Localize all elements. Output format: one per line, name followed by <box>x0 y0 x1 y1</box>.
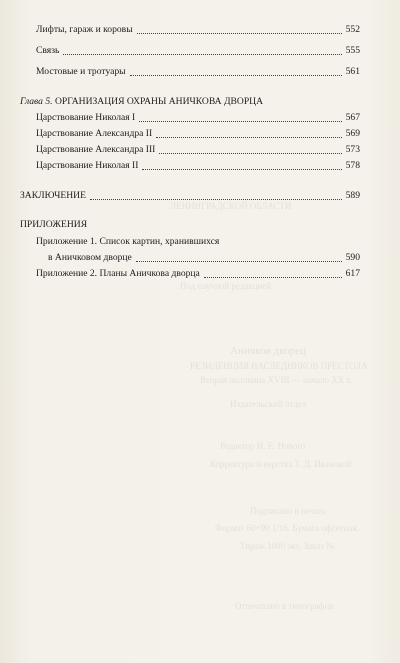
toc-entry-appendix-1[interactable] <box>48 252 360 264</box>
toc-leader-dots <box>139 113 341 122</box>
toc-entry-label: Связь <box>36 45 60 56</box>
toc-entry[interactable] <box>36 128 360 140</box>
ghost-text-line: Формат 60×90 1/16. Бумага офсетная. <box>215 523 359 533</box>
toc-entry-appendix-2[interactable] <box>36 268 360 280</box>
toc-leader-dots <box>204 269 342 278</box>
ghost-text-line: Подписано в печать <box>250 506 327 516</box>
toc-leader-dots <box>137 25 342 34</box>
ghost-text-line: Издательский отдел <box>230 399 307 409</box>
toc-entry-label: Приложение 2. Планы Аничкова дворца <box>36 268 200 279</box>
toc-entry[interactable] <box>36 45 360 57</box>
toc-entry-label: Царствование Николая I <box>36 112 136 123</box>
toc-entry-label: Мостовые и тротуары <box>36 66 126 77</box>
toc-entry-label: ЗАКЛЮЧЕНИЕ <box>20 190 86 201</box>
ghost-text-line: Тираж 1000 экз. Заказ № <box>240 541 335 551</box>
toc-entry[interactable] <box>36 66 360 78</box>
toc-entry-page: 578 <box>345 160 360 171</box>
ghost-text-line: Корректура и верстка Т. Д. Ивановой <box>210 459 352 469</box>
ghost-text-line: Под научной редакцией <box>180 281 272 291</box>
toc-entry-label: Лифты, гараж и коровы <box>36 24 133 35</box>
appendices-heading: ПРИЛОЖЕНИЯ <box>20 219 88 230</box>
ghost-text-line: Отпечатано в типографии <box>235 601 335 611</box>
toc-entry-page: 573 <box>345 144 360 155</box>
toc-entry-label: в Аничковом дворце <box>48 252 132 263</box>
toc-entry-label: Царствование Николая II <box>36 160 139 171</box>
toc-entry[interactable] <box>36 160 360 172</box>
toc-entry-page: 617 <box>345 268 360 279</box>
toc-leader-dots <box>142 161 341 170</box>
ghost-text-line: Редактор И. Е. Нового <box>220 441 306 451</box>
toc-entry[interactable] <box>36 24 360 36</box>
ghost-text-line: Аничков дворец <box>230 345 306 357</box>
toc-entry-page: 567 <box>345 112 360 123</box>
toc-leader-dots <box>136 253 342 262</box>
toc-entry-page: 555 <box>345 45 360 56</box>
toc-leader-dots <box>156 129 341 138</box>
toc-entry-label: Царствование Александра II <box>36 128 153 139</box>
toc-leader-dots <box>90 191 342 200</box>
toc-entry-page: 569 <box>345 128 360 139</box>
toc-leader-dots <box>63 46 341 55</box>
ghost-text-line: РЕЗИДЕНЦИЯ НАСЛЕДНИКОВ ПРЕСТОЛА <box>190 361 368 371</box>
toc-leader-dots <box>130 67 342 76</box>
toc-entry-page: 561 <box>345 66 360 77</box>
appendix-1-label-line1[interactable]: Приложение 1. Список картин, хранившихся <box>36 236 220 247</box>
chapter-heading[interactable] <box>20 96 263 108</box>
toc-entry[interactable] <box>36 112 360 124</box>
ghost-text-line: Вторая половина XVIII — начало XX в. <box>200 375 354 385</box>
toc-entry-page: 590 <box>345 252 360 263</box>
toc-entry-label: Царствование Александра III <box>36 144 156 155</box>
toc-entry-page: 589 <box>345 190 360 201</box>
ghost-text-line: ЛЕНИНГРАДСКОЙ ОБЛАСТИ <box>170 201 292 211</box>
toc-entry-page: 552 <box>345 24 360 35</box>
chapter-title: ОРГАНИЗАЦИЯ ОХРАНЫ АНИЧКОВА ДВОРЦА <box>54 96 264 107</box>
toc-entry-conclusion[interactable] <box>20 190 360 202</box>
chapter-number: Глава 5. <box>20 96 53 107</box>
toc-leader-dots <box>159 145 341 154</box>
toc-entry[interactable] <box>36 144 360 156</box>
